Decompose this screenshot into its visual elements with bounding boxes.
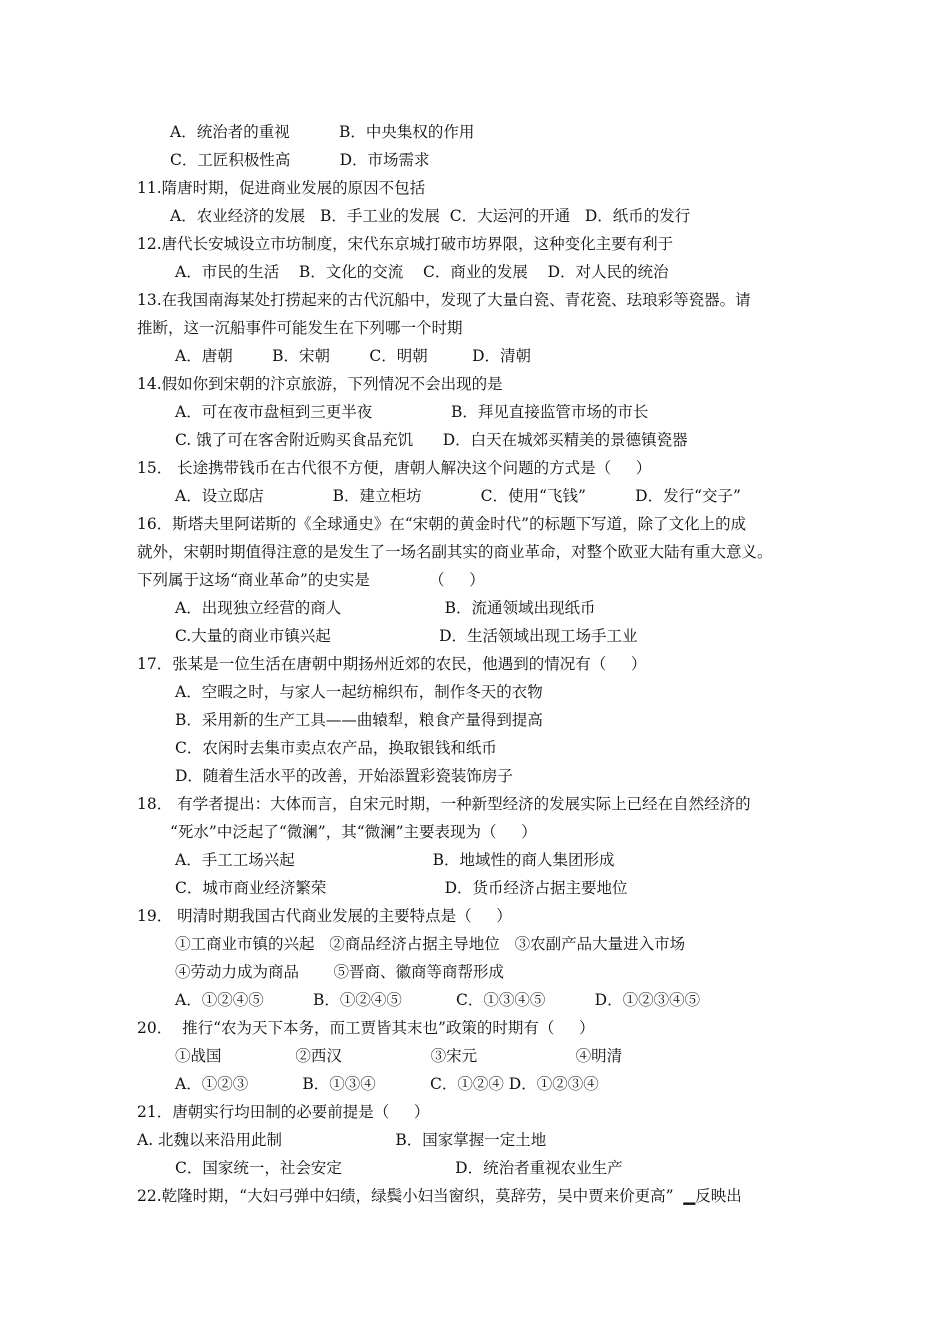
question-11-stem: 11.隋唐时期，促进商业发展的原因不包括: [137, 179, 426, 197]
question-12-stem: 12.唐代长安城设立市坊制度，宋代东京城打破市坊界限，这种变化主要有利于: [137, 235, 674, 253]
question-18-options-row2: C．城市商业经济繁荣 D．货币经济占据主要地位: [175, 879, 628, 897]
question-13-stem-cont: 推断，这一沉船事件可能发生在下列哪一个时期: [137, 319, 463, 337]
question-16-options-row1: A．出现独立经营的商人 B．流通领域出现纸币: [175, 599, 596, 617]
question-17-option-b: B．采用新的生产工具——曲辕犁，粮食产量得到提高: [175, 711, 543, 729]
question-19-items-row2: ④劳动力成为商品 ⑤晋商、徽商等商帮形成: [175, 963, 504, 981]
question-22-stem: 22.乾隆时期，“大妇弓弹中妇绩，绿鬓小妇当窗织，莫辞劳，吴中贾来价更高” ▁反映出: [137, 1187, 742, 1205]
question-16-options-row2: C.大量的商业市镇兴起 D．生活领域出现工场手工业: [175, 627, 638, 645]
q10-options-row2: C．工匠积极性高 D．市场需求: [170, 151, 430, 169]
question-16-stem-cont: 就外，宋朝时期值得注意的是发生了一场名副其实的商业革命，对整个欧亚大陆有重大意义。: [137, 543, 773, 561]
question-17-option-c: C．农闲时去集市卖点农产品，换取银钱和纸币: [175, 739, 497, 757]
question-12-options: A．市民的生活 B．文化的交流 C．商业的发展 D．对人民的统治: [175, 263, 669, 281]
question-21-options-row1: A. 北魏以来沿用此制 B．国家掌握一定土地: [137, 1131, 547, 1149]
question-18-options-row1: A．手工工场兴起 B．地域性的商人集团形成: [175, 851, 615, 869]
question-17-option-d: D．随着生活水平的改善，开始添置彩瓷装饰房子: [175, 767, 513, 785]
question-18-stem: 18． 有学者提出：大体而言，自宋元时期，一种新型经济的发展实际上已经在自然经济的: [137, 795, 751, 813]
question-14-options-row1: A．可在夜市盘桓到三更半夜 B．拜见直接监管市场的市长: [175, 403, 649, 421]
question-14-stem: 14.假如你到宋朝的汴京旅游，下列情况不会出现的是: [137, 375, 503, 393]
question-16-stem-cont2: 下列属于这场“商业革命”的史实是 （ ）: [137, 571, 485, 589]
question-17-option-a: A．空暇之时，与家人一起纺棉织布，制作冬天的衣物: [175, 683, 543, 701]
question-13-options: A．唐朝 B．宋朝 C．明朝 D．清朝: [175, 347, 532, 365]
question-15-options: A．设立邸店 B．建立柜坊 C．使用“飞钱” D．发行“交子”: [175, 487, 741, 505]
question-19-stem: 19． 明清时期我国古代商业发展的主要特点是（ ）: [137, 907, 512, 925]
question-20-items: ①战国 ②西汉 ③宋元 ④明清: [175, 1047, 623, 1065]
question-16-stem: 16．斯塔夫里阿诺斯的《全球通史》在“宋朝的黄金时代”的标题下写道，除了文化上的成: [137, 515, 747, 533]
question-21-options-row2: C．国家统一，社会安定 D．统治者重视农业生产: [175, 1159, 623, 1177]
question-14-options-row2: C. 饿了可在客舍附近购买食品充饥 D．白天在城郊买精美的景德镇瓷器: [175, 431, 688, 449]
question-20-options: A．①②③ B．①③④ C．①②④ D．①②③④: [175, 1075, 599, 1093]
question-13-stem: 13.在我国南海某处打捞起来的古代沉船中，发现了大量白瓷、青花瓷、珐琅彩等瓷器。请: [137, 291, 751, 309]
q10-options-row1: A．统治者的重视 B．中央集权的作用: [170, 123, 475, 141]
question-19-options: A．①②④⑤ B．①②④⑤ C．①③④⑤ D．①②③④⑤: [175, 991, 701, 1009]
question-21-stem: 21．唐朝实行均田制的必要前提是（ ）: [137, 1103, 430, 1121]
question-15-stem: 15． 长途携带钱币在古代很不方便，唐朝人解决这个问题的方式是（ ）: [137, 459, 652, 477]
question-20-stem: 20． 推行“农为天下本务，而工贾皆其末也”政策的时期有（ ）: [137, 1019, 595, 1037]
question-17-stem: 17．张某是一位生活在唐朝中期扬州近郊的农民，他遇到的情况有（ ）: [137, 655, 647, 673]
question-11-options: A．农业经济的发展 B．手工业的发展 C．大运河的开通 D．纸币的发行: [170, 207, 691, 225]
question-19-items-row1: ①工商业市镇的兴起 ②商品经济占据主导地位 ③农副产品大量进入市场: [175, 935, 686, 953]
question-18-stem-cont: “死水”中泛起了“微澜”，其“微澜”主要表现为（ ）: [170, 823, 537, 841]
